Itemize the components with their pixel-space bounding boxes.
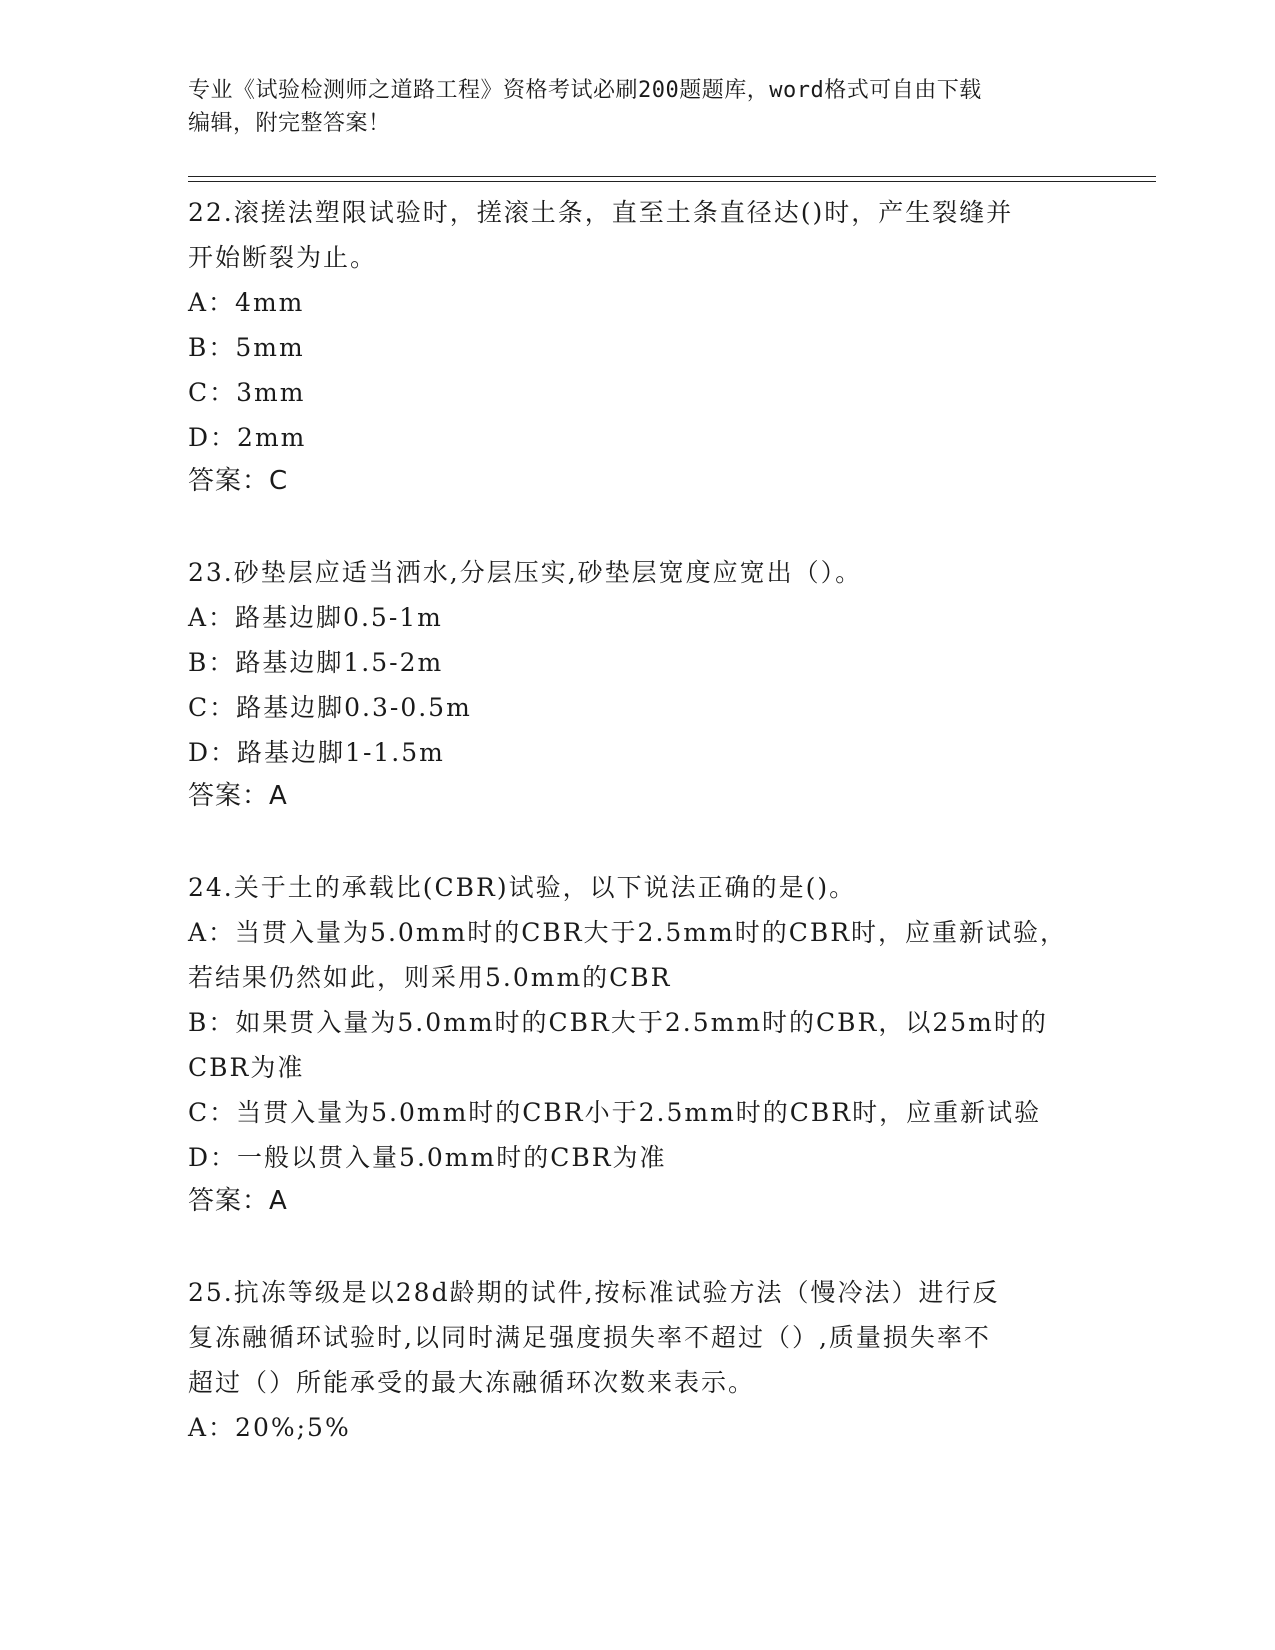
question-25: [188, 1270, 1088, 1450]
question-text-line: 22.滚搓法塑限试验时，搓滚土条，直至土条直径达()时，产生裂缝并: [188, 198, 1014, 227]
question-text-line: 超过（）所能承受的最大冻融循环次数来表示。: [188, 1368, 756, 1397]
question-text-line: 开始断裂为止。: [188, 243, 378, 272]
option-a: A：当贯入量为5.0mm时的CBR大于2.5mm时的CBR时，应重新试验，: [188, 918, 1068, 947]
header-line-2: 编辑，附完整答案！: [188, 111, 391, 136]
option-c: C：路基边脚0.3-0.5m: [188, 693, 472, 722]
question-text-line: 23.砂垫层应适当洒水,分层压实,砂垫层宽度应宽出（）。: [188, 558, 863, 587]
question-22: [188, 190, 1088, 502]
answer-line: 答案：A: [188, 781, 288, 811]
option-a: A：20%;5%: [188, 1413, 351, 1442]
header-divider-bottom: [188, 181, 1156, 182]
option-a: A：路基边脚0.5-1m: [188, 603, 443, 632]
option-b: B：路基边脚1.5-2m: [188, 648, 444, 677]
option-c: C：当贯入量为5.0mm时的CBR小于2.5mm时的CBR时，应重新试验: [188, 1098, 1042, 1127]
question-text-line: 24.关于土的承载比(CBR)试验，以下说法正确的是()。: [188, 873, 857, 902]
option-b: B：如果贯入量为5.0mm时的CBR大于2.5mm时的CBR，以25m时的: [188, 1008, 1048, 1037]
option-b-continued: CBR为准: [188, 1053, 305, 1082]
option-d: D：2mm: [188, 423, 307, 452]
question-24: [188, 865, 1088, 1222]
option-a: A：4mm: [188, 288, 305, 317]
option-b: B：5mm: [188, 333, 305, 362]
answer-line: 答案：C: [188, 466, 289, 496]
question-text-line: 复冻融循环试验时,以同时满足强度损失率不超过（）,质量损失率不: [188, 1323, 991, 1352]
answer-line: 答案：A: [188, 1186, 288, 1216]
option-d: D：一般以贯入量5.0mm时的CBR为准: [188, 1143, 667, 1172]
question-list: [188, 190, 1088, 1450]
option-d: D：路基边脚1-1.5m: [188, 738, 445, 767]
option-a-continued: 若结果仍然如此，则采用5.0mm的CBR: [188, 963, 672, 992]
document-header: [188, 74, 1088, 140]
header-divider-top: [188, 176, 1156, 177]
header-line-1: 专业《试验检测师之道路工程》资格考试必刷200题题库，word格式可自由下载: [188, 78, 982, 103]
question-23: [188, 550, 1088, 817]
question-text-line: 25.抗冻等级是以28d龄期的试件,按标准试验方法（慢冷法）进行反: [188, 1278, 1000, 1307]
option-c: C：3mm: [188, 378, 306, 407]
